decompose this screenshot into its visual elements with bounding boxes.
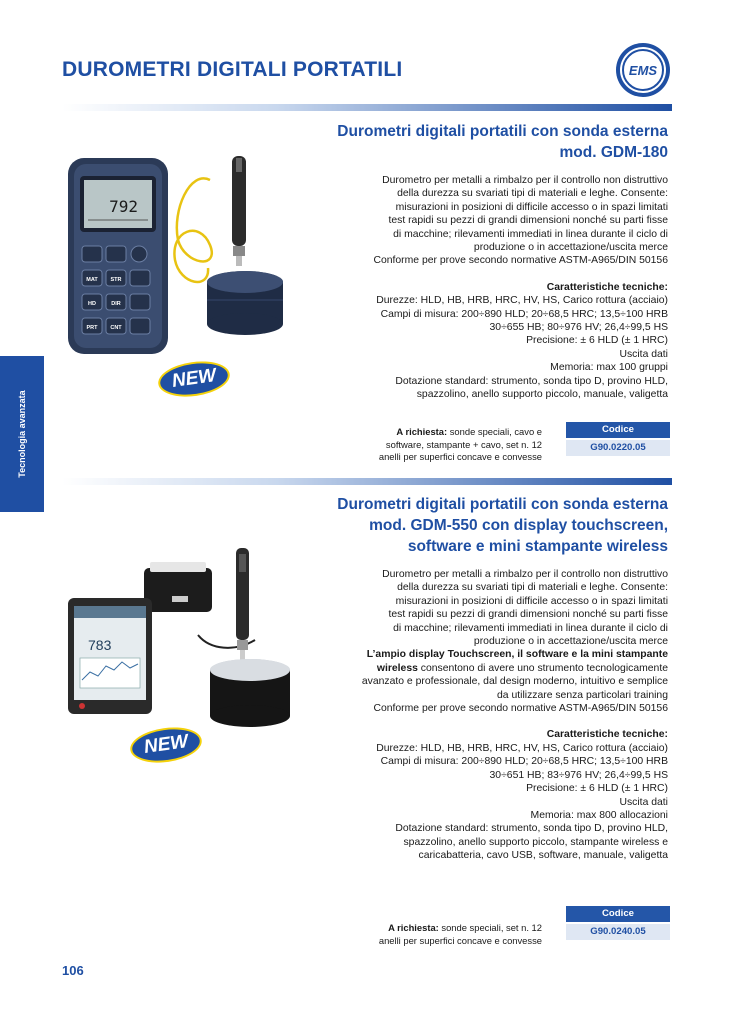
p2-desc-line: produzione o in accettazione/uscita merce bbox=[473, 636, 668, 648]
p1-on-request-label: A richiesta: bbox=[396, 426, 448, 437]
p2-desc-line: consentono di avere uno strumento tecnologicamente bbox=[417, 662, 668, 674]
p2-spec-line: Durezze: HLD, HB, HRB, HRC, HV, HS, Carico rottura (acciaio) bbox=[376, 742, 668, 754]
p1-desc-line: misurazioni in posizioni di difficile accesso o in spazi limitati bbox=[395, 201, 668, 213]
p1-spec-line: Uscita dati bbox=[619, 348, 668, 360]
product-2-title bbox=[337, 494, 668, 557]
gdm180-cable bbox=[174, 178, 211, 282]
product-2-description bbox=[308, 568, 668, 863]
p1-spec-line: Precisione: ± 6 HLD (± 1 HRC) bbox=[526, 335, 668, 347]
p2-desc-line: avanzato e professionale, dal design moderno, intuitivo e semplice bbox=[361, 676, 668, 688]
product-1-image bbox=[60, 150, 300, 365]
p1-spec-line: Dotazione standard: strumento, sonda tipo D, provino HLD, bbox=[395, 375, 668, 387]
p2-on-request-label: A richiesta: bbox=[388, 922, 439, 933]
page-title: DUROMETRI DIGITALI PORTATILI bbox=[62, 58, 403, 81]
gdm180-reading: 792 bbox=[109, 197, 138, 216]
section-tab bbox=[0, 356, 44, 512]
p1-spec-line: spazzolino, anello supporto piccolo, manuale, valigetta bbox=[416, 389, 668, 401]
p1-spec-line: Durezze: HLD, HB, HRB, HRC, HV, HS, Carico rottura (acciaio) bbox=[376, 295, 668, 307]
p2-spec-line: Precisione: ± 6 HLD (± 1 HRC) bbox=[526, 783, 668, 795]
product-2-title-line1: Durometri digitali portatili con sonda esterna bbox=[337, 496, 668, 513]
p2-specs-heading: Caratteristiche tecniche: bbox=[546, 729, 668, 741]
product-1-description bbox=[308, 174, 668, 402]
new-badge-2: NEW bbox=[128, 723, 204, 767]
p1-code-value: G90.0220.05 bbox=[566, 440, 670, 456]
p2-on-request-line: sonde speciali, set n. 12 bbox=[438, 922, 542, 933]
gdm550-reading: 783 bbox=[88, 637, 112, 653]
key-str: STR bbox=[110, 277, 122, 283]
product-1-title bbox=[337, 121, 668, 163]
p1-desc-line: test rapidi su pezzi di grandi dimensioni nonché su parti fisse bbox=[388, 215, 668, 227]
product-2-on-request bbox=[302, 922, 542, 947]
p1-desc-line: produzione o in accettazione/uscita merce bbox=[473, 242, 668, 254]
p2-spec-line: caricabatteria, cavo USB, software, manuale, valigetta bbox=[418, 850, 668, 862]
section-tab-label: Tecnologia avanzata bbox=[17, 390, 27, 478]
key-hd: HD bbox=[88, 301, 96, 307]
key-mat: MAT bbox=[86, 277, 98, 283]
page-number: 106 bbox=[62, 963, 84, 978]
product-2-code-box bbox=[566, 906, 670, 940]
p1-spec-line: 30÷655 HB; 80÷976 HV; 26,4÷99,5 HS bbox=[489, 322, 668, 334]
p1-desc-line: Durometro per metalli a rimbalzo per il controllo non distruttivo bbox=[382, 175, 668, 186]
p1-on-request-line: sonde speciali, cavo e bbox=[447, 426, 542, 437]
p1-specs-heading: Caratteristiche tecniche: bbox=[546, 281, 668, 293]
product-2-title-line3: software e mini stampante wireless bbox=[407, 538, 668, 555]
p2-desc-line: misurazioni in posizioni di difficile accesso o in spazi limitati bbox=[395, 595, 668, 607]
section-divider bbox=[62, 478, 672, 485]
p2-on-request-line: anelli per superfici concave e convesse bbox=[378, 934, 542, 946]
p1-desc-line: Conforme per prove secondo normative ASTM-A965/DIN 50156 bbox=[373, 255, 668, 267]
header-divider bbox=[62, 104, 672, 111]
p2-desc-bold: L’ampio display Touchscreen, il software e la mini stampante bbox=[366, 649, 668, 661]
new-badge-1: NEW bbox=[156, 357, 232, 401]
p2-desc-line: di macchine; rilevamenti immediati in linea durante il ciclo di bbox=[393, 622, 668, 634]
p2-desc-line: test rapidi su pezzi di grandi dimensioni nonché su parti fisse bbox=[388, 609, 668, 621]
product-1-title-line1: Durometri digitali portatili con sonda esterna bbox=[337, 123, 668, 140]
product-2-image bbox=[60, 540, 310, 740]
p1-on-request-line: software, stampante + cavo, set n. 12 bbox=[385, 438, 542, 450]
product-1-code-box bbox=[566, 422, 670, 456]
product-1-on-request bbox=[302, 426, 542, 464]
p2-code-value: G90.0240.05 bbox=[566, 924, 670, 940]
p2-spec-line: spazzolino, anello supporto piccolo, stampante wireless e bbox=[403, 836, 668, 848]
p1-desc-line: di macchine; rilevamenti immediati in linea durante il ciclo di bbox=[393, 228, 668, 240]
logo-text: EMS bbox=[628, 63, 658, 78]
p1-spec-line: Campi di misura: 200÷890 HLD; 20÷68,5 HRC; 13,5÷100 HRB bbox=[380, 308, 668, 320]
gdm550-printer bbox=[144, 568, 212, 612]
p1-on-request-line: anelli per superfici concave e convesse bbox=[378, 451, 542, 463]
p2-code-header: Codice bbox=[566, 906, 670, 922]
p1-desc-line: della durezza su svariati tipi di materiali e leghe. Consente: bbox=[397, 188, 668, 200]
p2-desc-line: Durometro per metalli a rimbalzo per il controllo non distruttivo bbox=[382, 569, 668, 580]
p2-spec-line: Campi di misura: 200÷890 HLD; 20÷68,5 HRC; 13,5÷100 HRB bbox=[380, 756, 668, 768]
p1-spec-line: Memoria: max 100 gruppi bbox=[550, 362, 668, 374]
p2-spec-line: Memoria: max 800 allocazioni bbox=[530, 809, 668, 821]
p2-spec-line: Uscita dati bbox=[619, 796, 668, 808]
p2-desc-bold: wireless bbox=[376, 662, 418, 674]
p2-desc-line: da utilizzare senza particolari training bbox=[497, 689, 668, 701]
product-1-title-line2: mod. GDM-180 bbox=[559, 144, 668, 161]
p1-code-header: Codice bbox=[566, 422, 670, 438]
p2-spec-line: 30÷651 HB; 83÷976 HV; 26,4÷99,5 HS bbox=[489, 769, 668, 781]
p2-desc-line: della durezza su svariati tipi di materiali e leghe. Consente: bbox=[397, 582, 668, 594]
company-logo bbox=[614, 41, 672, 99]
key-cnt: CNT bbox=[110, 325, 122, 331]
p2-desc-line: Conforme per prove secondo normative ASTM-A965/DIN 50156 bbox=[373, 703, 668, 715]
key-prt: PRT bbox=[86, 325, 98, 331]
product-2-title-line2: mod. GDM-550 con display touchscreen, bbox=[369, 517, 668, 534]
p2-spec-line: Dotazione standard: strumento, sonda tipo D, provino HLD, bbox=[395, 823, 668, 835]
key-dir: DIR bbox=[111, 301, 121, 307]
